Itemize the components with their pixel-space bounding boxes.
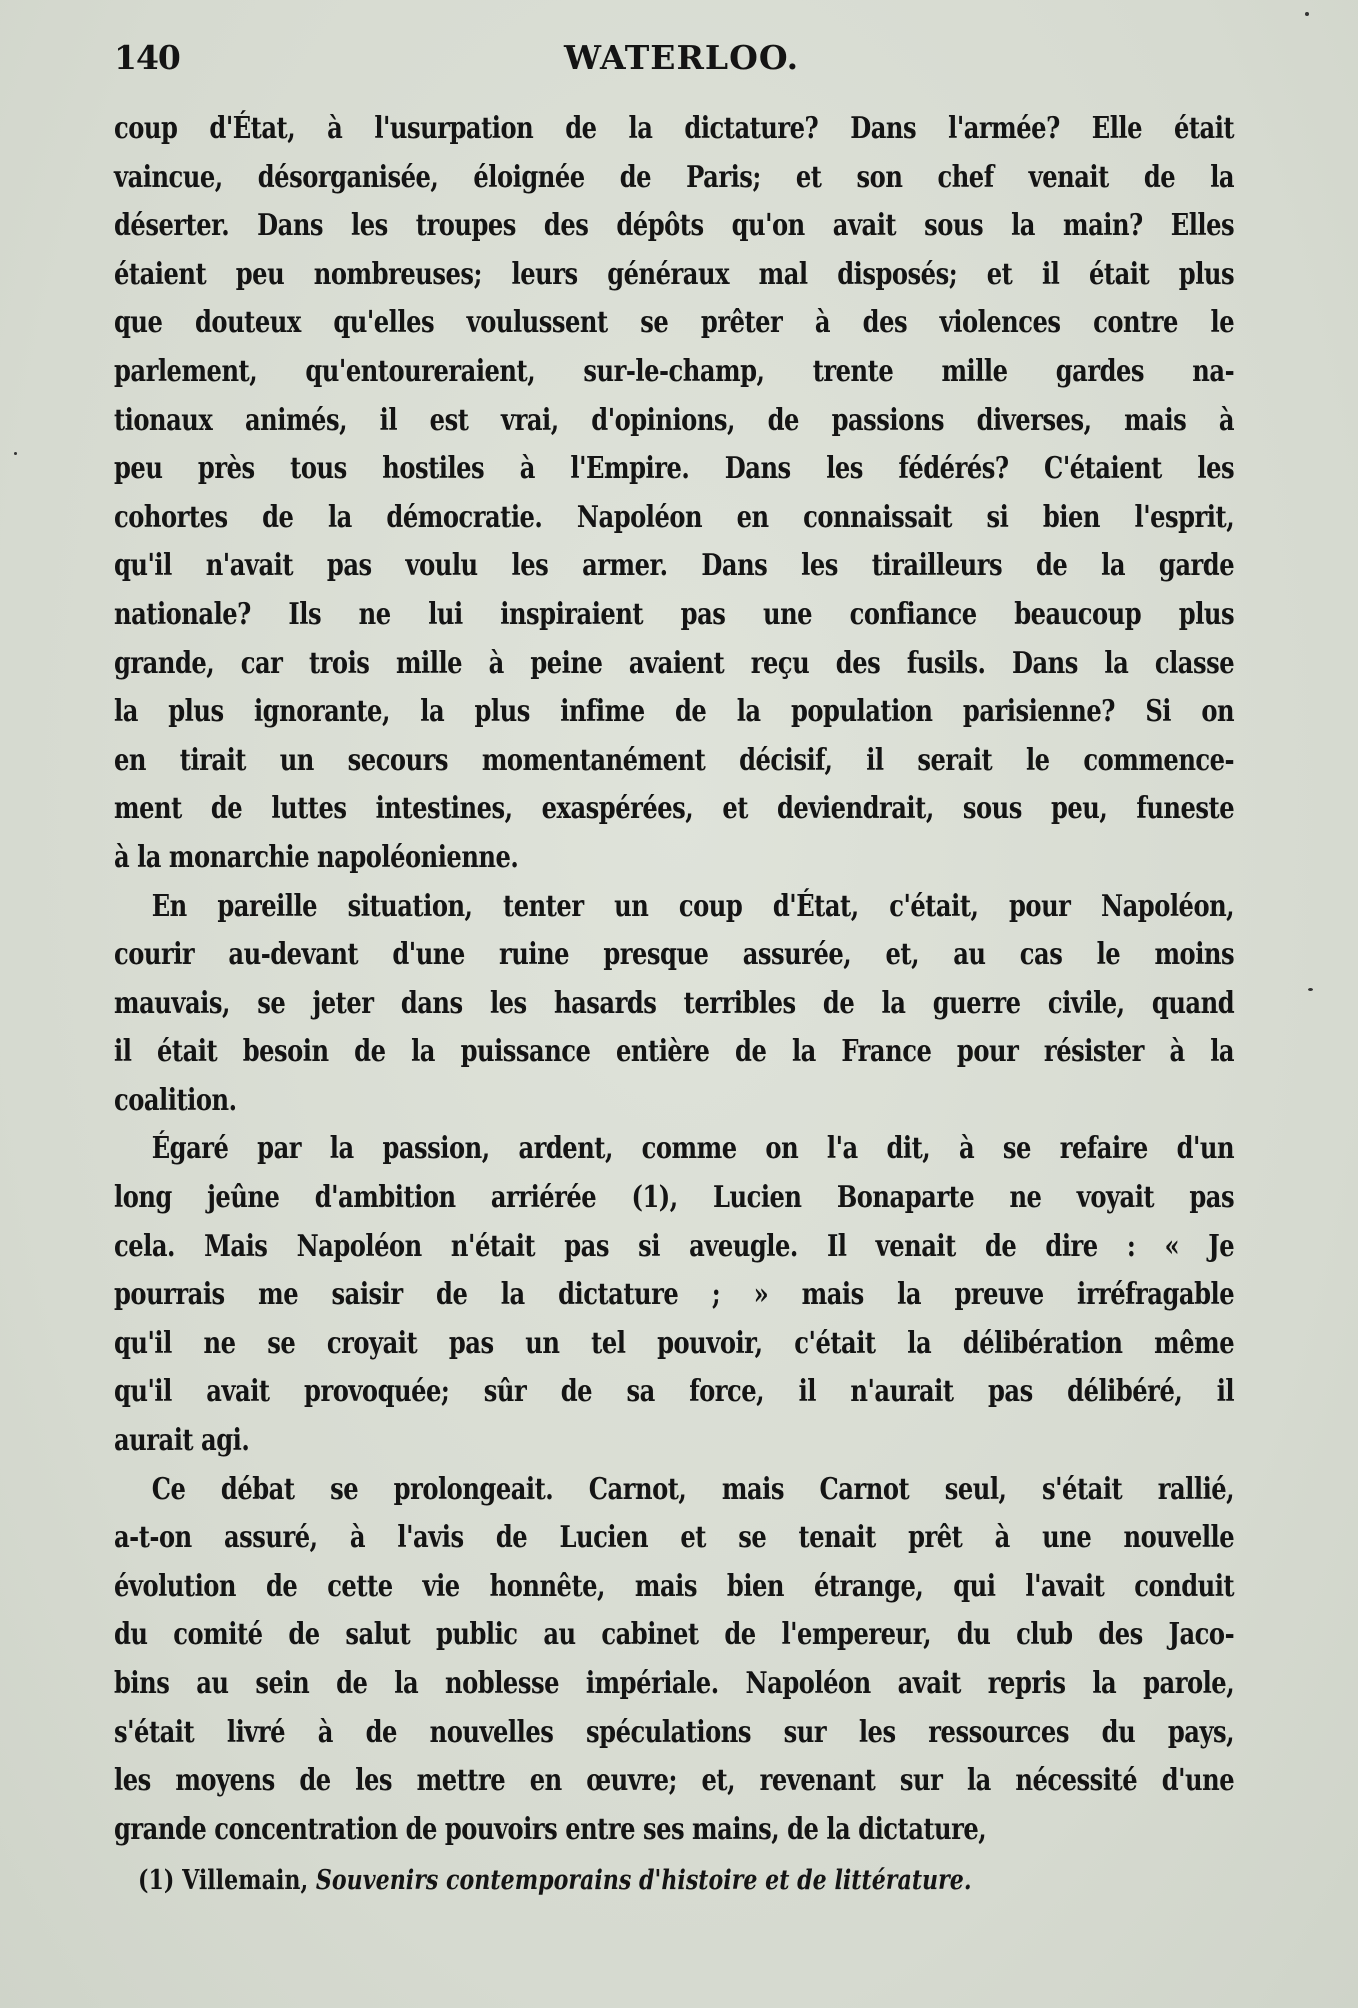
- footnote-title: Souvenirs contemporains d'histoire et de littérature.: [315, 1865, 972, 1896]
- text-line: en tirait un secours momentanément décisif, il serait le commence-: [114, 741, 1235, 777]
- text-line: tionaux animés, il est vrai, d'opinions, de passions diverses, mais à: [114, 401, 1235, 437]
- text-line: coup d'État, à l'usurpation de la dictature? Dans l'armée? Elle était: [114, 110, 1235, 145]
- running-head: [114, 38, 1234, 88]
- text-line: bins au sein de la noblesse impériale. Napoléon avait repris la parole,: [114, 1665, 1235, 1700]
- text-line: coalition.: [114, 1081, 237, 1117]
- paper-speck: [1308, 988, 1313, 991]
- page-number: 140: [114, 38, 180, 77]
- text-line: que douteux qu'elles voulussent se prêter à des violences contre le: [114, 304, 1235, 340]
- paragraph: [114, 1465, 1234, 1854]
- footnote-marker: (1): [138, 1865, 175, 1896]
- text-line: qu'il ne se croyait pas un tel pouvoir, c'était la délibération même: [114, 1324, 1235, 1360]
- footnote-author: Villemain,: [182, 1865, 309, 1896]
- text-line: évolution de cette vie honnête, mais bien étrange, qui l'avait conduit: [114, 1567, 1235, 1603]
- paper-speck: [14, 452, 17, 455]
- text-line: courir au-devant d'une ruine presque assurée, et, au cas le moins: [114, 936, 1235, 972]
- text-line: mauvais, se jeter dans les hasards terribles de la guerre civile, quand: [114, 984, 1235, 1020]
- text-line: vaincue, désorganisée, éloignée de Paris; et son chef venait de la: [114, 158, 1235, 194]
- text-line: étaient peu nombreuses; leurs généraux mal disposés; et il était plus: [114, 255, 1235, 291]
- body-text: [114, 104, 1234, 1853]
- text-line: la plus ignorante, la plus infime de la population parisienne? Si on: [114, 693, 1235, 729]
- text-line: ment de luttes intestines, exaspérées, et deviendrait, sous peu, funeste: [114, 790, 1235, 826]
- text-line: En pareille situation, tenter un coup d'État, c'était, pour Napoléon,: [151, 887, 1235, 923]
- text-line: les moyens de les mettre en œuvre; et, revenant sur la nécessité d'une: [114, 1762, 1235, 1798]
- paper-speck: [1305, 12, 1309, 16]
- text-line: qu'il n'avait pas voulu les armer. Dans les tirailleurs de la garde: [114, 547, 1235, 583]
- text-line: parlement, qu'entoureraient, sur-le-champ, trente mille gardes na-: [114, 352, 1235, 388]
- paragraph: [114, 1124, 1234, 1464]
- text-line: cela. Mais Napoléon n'était pas si aveugle. Il venait de dire : « Je: [114, 1227, 1235, 1263]
- text-line: peu près tous hostiles à l'Empire. Dans les fédérés? C'étaient les: [114, 450, 1235, 486]
- text-line: Égaré par la passion, ardent, comme on l'a dit, à se refaire d'un: [151, 1130, 1235, 1166]
- text-line: s'était livré à de nouvelles spéculations sur les ressources du pays,: [114, 1713, 1235, 1749]
- text-line: déserter. Dans les troupes des dépôts qu'on avait sous la main? Elles: [114, 207, 1235, 243]
- text-line: nationale? Ils ne lui inspiraient pas une confiance beaucoup plus: [114, 595, 1235, 631]
- paragraph: [114, 104, 1234, 882]
- text-line: long jeûne d'ambition arriérée (1), Lucien Bonaparte ne voyait pas: [114, 1179, 1235, 1215]
- running-title: WATERLOO.: [564, 38, 800, 77]
- text-line: a-t-on assuré, à l'avis de Lucien et se tenait prêt à une nouvelle: [114, 1519, 1235, 1555]
- paragraph: [114, 882, 1234, 1125]
- text-line: aurait agi.: [114, 1422, 250, 1458]
- text-line: cohortes de la démocratie. Napoléon en connaissait si bien l'esprit,: [114, 498, 1235, 534]
- text-line: pourrais me saisir de la dictature ; » mais la preuve irréfragable: [114, 1276, 1235, 1312]
- text-line: du comité de salut public au cabinet de l'empereur, du club des Jaco-: [114, 1616, 1235, 1652]
- text-line: à la monarchie napoléonienne.: [114, 838, 519, 874]
- text-line: il était besoin de la puissance entière de la France pour résister à la: [114, 1033, 1235, 1069]
- text-line: grande concentration de pouvoirs entre ses mains, de la dictature,: [114, 1810, 987, 1846]
- text-line: qu'il avait provoquée; sûr de sa force, il n'aurait pas délibéré, il: [114, 1373, 1235, 1409]
- text-line: grande, car trois mille à peine avaient reçu des fusils. Dans la classe: [114, 644, 1235, 680]
- footnote: [138, 1865, 972, 1896]
- text-line: Ce débat se prolongeait. Carnot, mais Carnot seul, s'était rallié,: [151, 1470, 1235, 1506]
